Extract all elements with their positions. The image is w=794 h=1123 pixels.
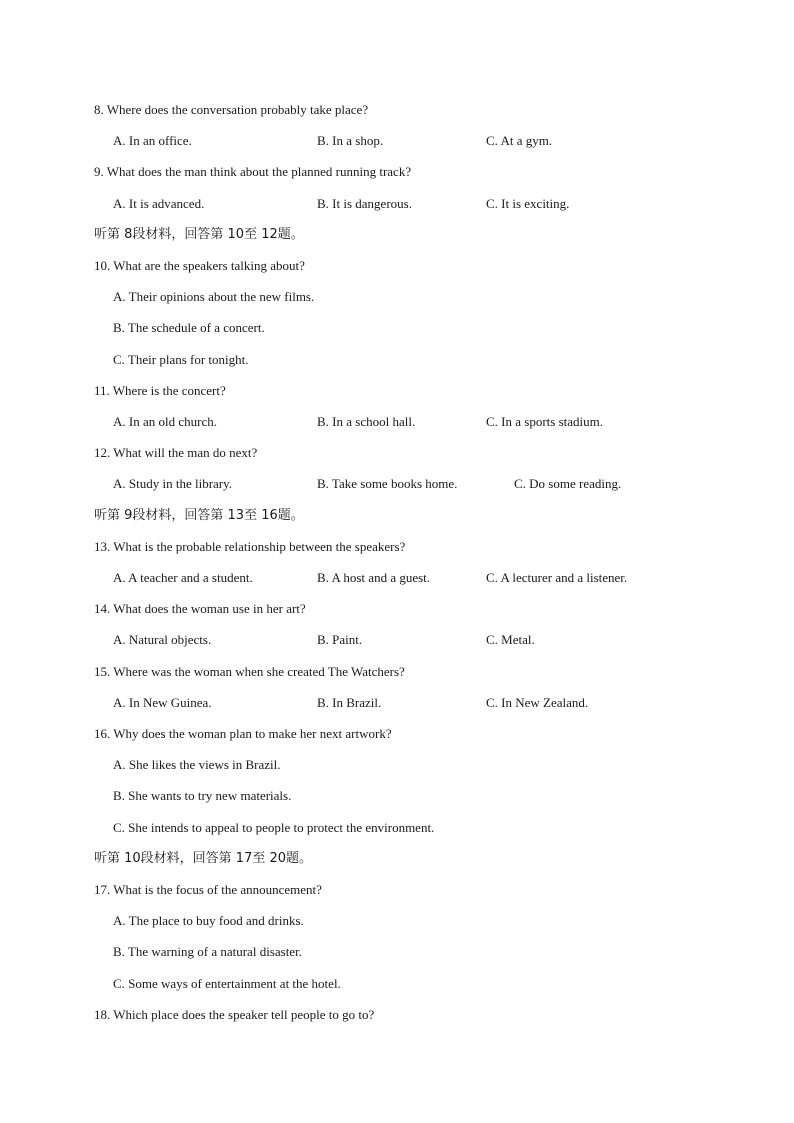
option-c: C. Their plans for tonight.	[113, 352, 249, 367]
option-c: C. In New Zealand.	[486, 695, 589, 710]
option-a: A. In New Guinea.	[113, 695, 212, 710]
option-b: B. The schedule of a concert.	[113, 320, 265, 335]
section-heading-9: 听第 9段材料，回答第 13至 16题。	[94, 508, 304, 523]
option-c: C. Metal.	[486, 632, 535, 647]
question-13-options	[113, 570, 673, 586]
question-15: 15. Where was the woman when she created The Watchers?	[94, 664, 405, 679]
option-a: A. Natural objects.	[113, 632, 212, 647]
option-b: B. She wants to try new materials.	[113, 788, 292, 803]
question-9-options	[113, 196, 673, 212]
question-14: 14. What does the woman use in her art?	[94, 601, 306, 616]
option-b: B. In Brazil.	[317, 695, 382, 710]
question-8-options	[113, 133, 673, 149]
question-11-options	[113, 414, 673, 430]
option-b: B. A host and a guest.	[317, 570, 431, 585]
option-b: B. Paint.	[317, 632, 363, 647]
option-a: A. In an old church.	[113, 414, 217, 429]
question-10: 10. What are the speakers talking about?	[94, 258, 305, 273]
question-17: 17. What is the focus of the announcement?	[94, 882, 322, 897]
question-14-options	[113, 632, 673, 648]
option-c: C. A lecturer and a listener.	[486, 570, 628, 585]
section-heading-10: 听第 10段材料，回答第 17至 20题。	[94, 851, 313, 866]
question-18: 18. Which place does the speaker tell people to go to?	[94, 1007, 375, 1022]
section-heading-8: 听第 8段材料，回答第 10至 12题。	[94, 227, 304, 242]
option-b: B. In a school hall.	[317, 414, 416, 429]
option-a: A. Study in the library.	[113, 476, 233, 491]
option-c: C. She intends to appeal to people to protect the environment.	[113, 820, 435, 835]
option-c: C. It is exciting.	[486, 196, 570, 211]
question-12-options	[113, 476, 673, 492]
question-13: 13. What is the probable relationship between the speakers?	[94, 539, 406, 554]
question-9: 9. What does the man think about the planned running track?	[94, 164, 412, 179]
option-b: B. The warning of a natural disaster.	[113, 944, 302, 959]
question-12: 12. What will the man do next?	[94, 445, 258, 460]
option-c: C. Some ways of entertainment at the hotel.	[113, 976, 341, 991]
question-15-options	[113, 695, 673, 711]
option-a: A. She likes the views in Brazil.	[113, 757, 281, 772]
option-a: A. The place to buy food and drinks.	[113, 913, 304, 928]
option-a: A. In an office.	[113, 133, 192, 148]
question-16: 16. Why does the woman plan to make her next artwork?	[94, 726, 392, 741]
option-b: B. Take some books home.	[317, 476, 458, 491]
option-c: C. Do some reading.	[514, 476, 622, 491]
option-b: B. In a shop.	[317, 133, 384, 148]
question-11: 11. Where is the concert?	[94, 383, 226, 398]
option-a: A. It is advanced.	[113, 196, 205, 211]
option-c: C. At a gym.	[486, 133, 553, 148]
option-b: B. It is dangerous.	[317, 196, 412, 211]
option-c: C. In a sports stadium.	[486, 414, 603, 429]
option-a: A. Their opinions about the new films.	[113, 289, 315, 304]
question-8: 8. Where does the conversation probably take place?	[94, 102, 369, 117]
option-a: A. A teacher and a student.	[113, 570, 253, 585]
